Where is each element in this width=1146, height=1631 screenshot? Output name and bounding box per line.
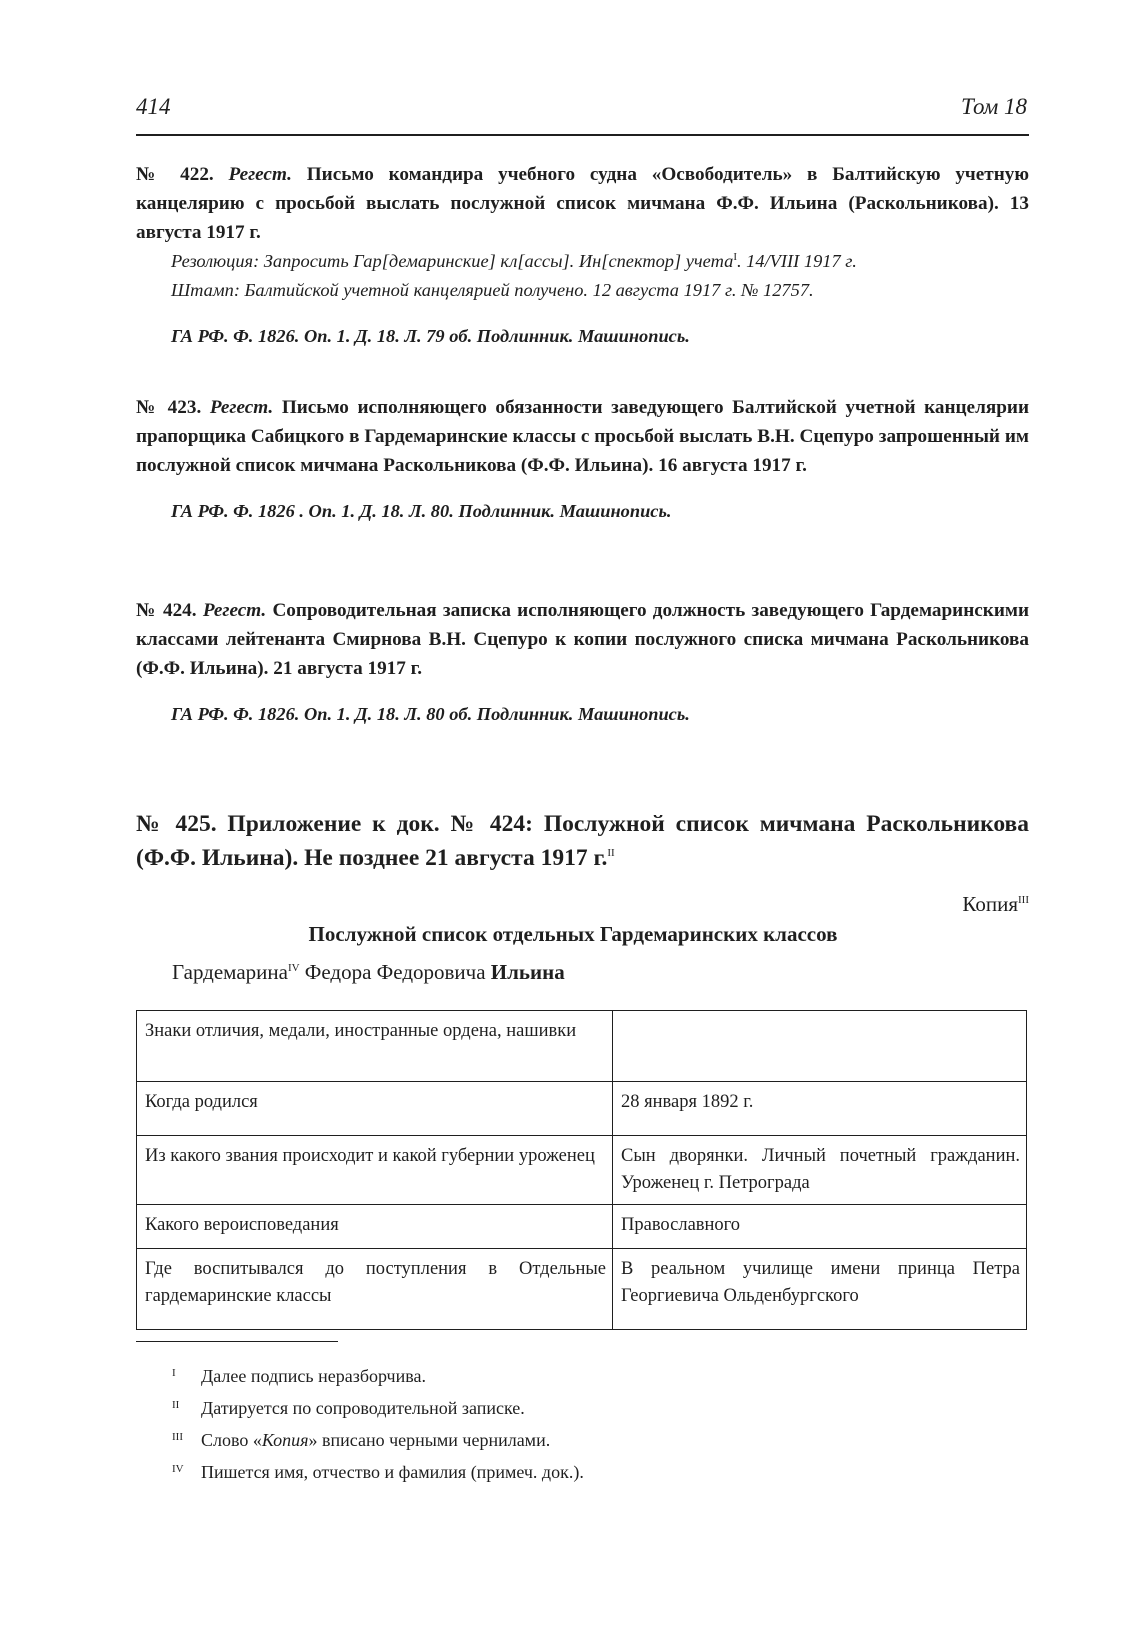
entry-kind: Регест. (202, 600, 267, 621)
entry-text: Письмо исполняющего обязанности заведующего Балтийской учетной канцелярии прапорщика Сабицкого в Гардемаринские классы с просьбой выслать В.Н. Сцепуро запрошенный им послужной список мичмана Раскольникова (Ф.Ф. Ильина). 16 августа 1917 г. (136, 397, 1030, 476)
footnote-text: Слово «Копия» вписано черными чернилами. (201, 1430, 551, 1450)
footnote-text: Далее подпись неразборчива. (201, 1366, 426, 1386)
footnote-mark: I (172, 1367, 176, 1379)
entry-424 (136, 596, 1029, 729)
page-number: 414 (136, 94, 171, 119)
table-row (137, 1249, 1027, 1330)
table-row (137, 1205, 1027, 1249)
entry-kind: Регест. (228, 164, 292, 185)
footnote-ref: III (1018, 894, 1029, 906)
service-record-table (136, 1010, 1027, 1330)
row-question: Когда родился (137, 1082, 613, 1136)
list-title: Послужной список отдельных Гардемаринских классов (308, 922, 838, 946)
subject-surname: Ильина (490, 960, 565, 984)
row-question: Какого вероисповедания (137, 1205, 613, 1249)
footnote-ref: IV (287, 962, 300, 974)
entry-423 (136, 393, 1029, 526)
footnote (172, 1458, 1022, 1490)
table-row (137, 1011, 1027, 1082)
entry-text: Сопроводительная записка исполняющего должность заведующего Гардемаринскими классами лейтенанта Смирнова В.Н. Сцепуро к копии послужного списка мичмана Раскольникова (Ф.Ф. Ильина). 21 августа 1917 г. (136, 600, 1030, 679)
footnote (172, 1394, 1022, 1426)
stamp-note: Штамп: Балтийской учетной канцелярией получено. 12 августа 1917 г. № 12757. (171, 280, 814, 300)
entry-kind: Регест. (209, 397, 274, 418)
footnote-ref: II (607, 847, 615, 860)
table-row (137, 1082, 1027, 1136)
table-row (137, 1136, 1027, 1205)
regest-paragraph (136, 393, 1029, 480)
volume-label: Том 18 (960, 94, 1027, 119)
footnote-ref: I (733, 250, 737, 263)
footnote (172, 1426, 1022, 1458)
resolution-note: Резолюция: Запросить Гар[демаринские] кл[ассы]. Ин[спектор] учета$^I$. 14/VIII 1917 г. (171, 250, 857, 271)
footnote-text: Пишется имя, отчество и фамилия (примеч. док.). (201, 1462, 584, 1482)
row-answer: В реальном училище имени принца Петра Георгиевича Ольденбургского (613, 1249, 1027, 1330)
row-answer: Сын дворянки. Личный почетный гражданин. Уроженец г. Петрограда (613, 1136, 1027, 1205)
entry-number: № 424. (136, 600, 197, 621)
row-question: Из какого звания происходит и какой губернии уроженец (137, 1136, 613, 1205)
regest-paragraph (136, 160, 1029, 247)
row-answer: 28 января 1892 г. (613, 1082, 1027, 1136)
footnotes (172, 1362, 1022, 1490)
row-question: Знаки отличия, медали, иностранные ордена, нашивки (137, 1011, 613, 1082)
document-title: № 425. Приложение к док. № 424: Послужной список мичмана Раскольникова (Ф.Ф. Ильина). Не позднее 21 августа 1917 г.$^{II}$ (136, 811, 1029, 871)
list-subject: Гардемарина$^{IV}$ Федора Федоровича Ильина (172, 960, 565, 984)
copy-mark: Копия$^{III}$ (962, 892, 1029, 916)
regest-paragraph (136, 596, 1029, 683)
row-answer (613, 1011, 1027, 1082)
row-answer: Православного (613, 1205, 1027, 1249)
footnote-divider (136, 1341, 338, 1342)
archive-reference: ГА РФ. Ф. 1826. Оп. 1. Д. 18. Л. 80 об. Подлинник. Машинопись. (171, 704, 690, 724)
footnote-mark: II (172, 1399, 180, 1411)
running-head (136, 90, 1029, 136)
entry-number: № 422. (136, 164, 214, 185)
archive-reference: ГА РФ. Ф. 1826 . Оп. 1. Д. 18. Л. 80. Подлинник. Машинопись. (171, 501, 672, 521)
archive-reference: ГА РФ. Ф. 1826. Оп. 1. Д. 18. Л. 79 об. Подлинник. Машинопись. (171, 326, 690, 346)
entry-text: Письмо командира учебного судна «Освободитель» в Балтийскую учетную канцелярию с просьбой выслать послужной список мичмана Ф.Ф. Ильина (Раскольникова). 13 августа 1917 г. (136, 164, 1030, 243)
footnote (172, 1362, 1022, 1394)
footnote-text: Датируется по сопроводительной записке. (201, 1398, 525, 1418)
entry-422 (136, 160, 1029, 351)
footnote-mark: IV (172, 1463, 184, 1475)
entry-number: № 423. (136, 397, 202, 418)
row-question: Где воспитывался до поступления в Отдельные гардемаринские классы (137, 1249, 613, 1330)
footnote-mark: III (172, 1431, 183, 1443)
